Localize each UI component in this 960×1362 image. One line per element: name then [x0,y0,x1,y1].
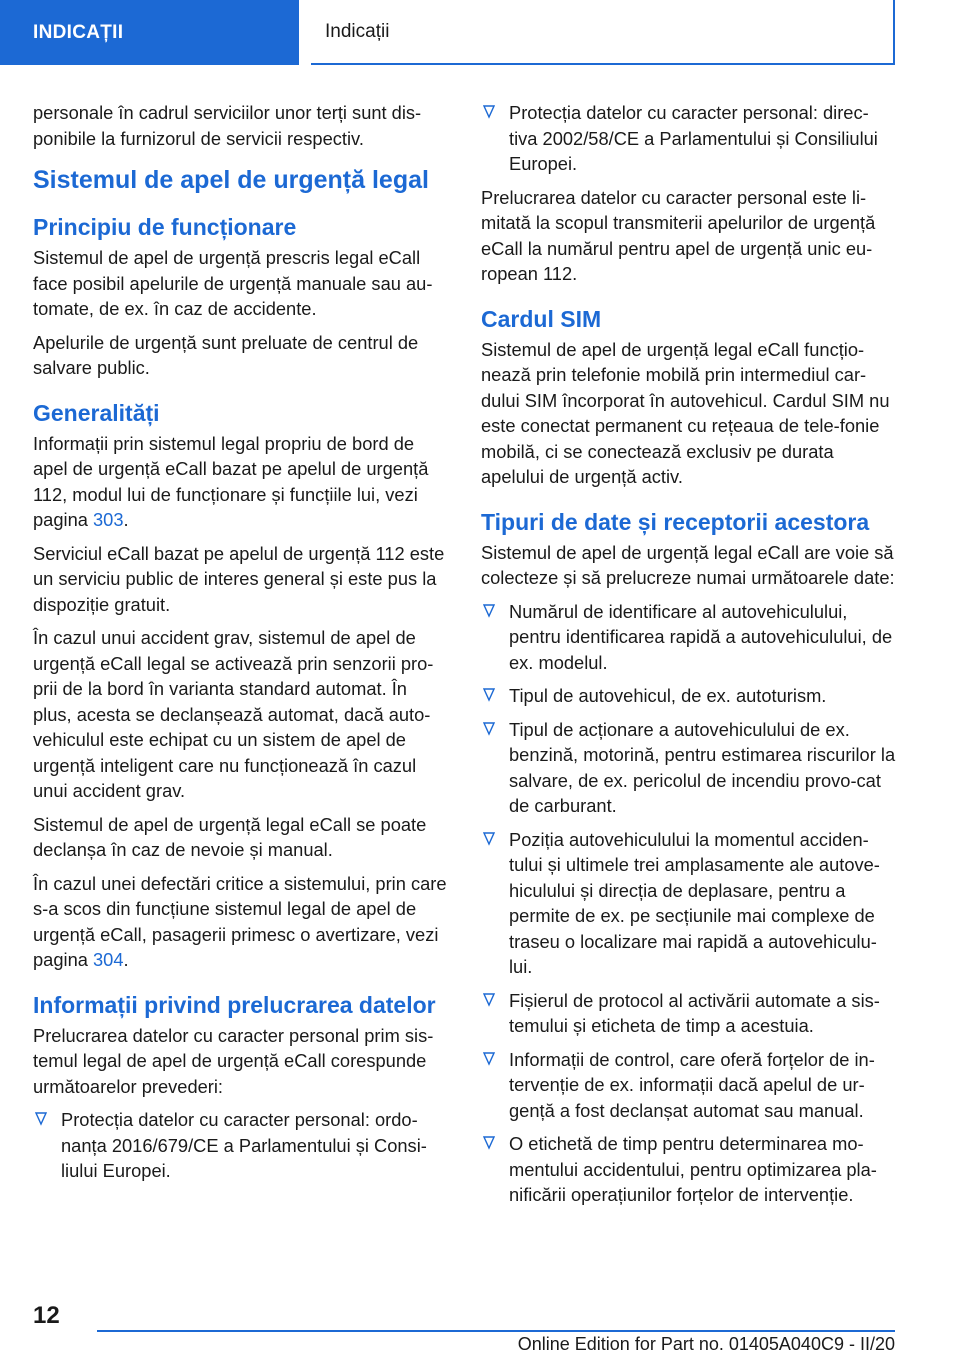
page-link-304[interactable]: 304 [92,949,124,970]
list-item [481,1131,896,1208]
list-item-text: Numărul de identificare al autovehiculului, pentru identificarea rapidă a autovehiculului, de ex. modelul. [509,600,893,673]
edition-note: Online Edition for Part no. 01405A040C9 - II/20 [517,1334,895,1354]
list-item-text: Fișierul de protocol al activării automate a sis-temului și eticheta de timp a acestuia. [509,989,880,1036]
list-item-text: Protecția datelor cu caracter personal: direc-tiva 2002/58/CE a Parlamentului și Consiliului Europei. [509,102,878,174]
triangle-bullet-icon [483,105,495,119]
left-column [33,100,449,1192]
paragraph: Prelucrarea datelor cu caracter personal este li-mitată la scopul transmiterii apelurilor de urgență eCall la numărul pentru apel de urgență unic eu-ropean 112. [481,186,876,284]
paragraph [33,431,449,533]
triangle-bullet-icon [483,1052,495,1066]
list-item [481,988,896,1039]
list-item-text: O etichetă de timp pentru determinarea mo-mentului accidentului, pentru optimizarea pla-nificării operațiunilor forțelor de intervenție. [509,1133,877,1205]
section-tab: INDICAȚII [0,0,299,65]
triangle-bullet-icon [483,832,495,846]
regulation-list [33,1107,449,1184]
paragraph-end: . [123,949,129,970]
paragraph: Prelucrarea datelor cu caracter personal prim sis-temul legal de apel de urgență eCall corespunde următoarelor prevederi: [33,1024,434,1097]
paragraph: În cazul unui accident grav, sistemul de apel de urgență eCall legal se activează prin senzorii pro-prii de la bord în varianta standard automat. În plus, acesta se declanșează automat, dacă auto-vehiculul este echipat cu un sistem de apel de urgență inteligent care nu funcționează în cazul unui accident grav. [33,627,434,801]
paragraph: Sistemul de apel de urgență prescris legal eCall face posibil apelurile de urgență manuale sau au-tomate, de ex. în caz de accidente. [33,247,433,319]
regulation-list-continued [481,100,896,177]
paragraph: Serviciul eCall bazat pe apelul de urgență 112 este un serviciu public de interes general și este pus la dispoziție gratuit. [33,542,445,615]
list-item [481,827,896,980]
triangle-bullet-icon [483,722,495,736]
subheading-data-processing: Informații privind prelucrarea datelor [33,991,436,1018]
right-column [481,100,896,1216]
subheading-sim-card: Cardul SIM [481,305,602,332]
list-item [481,717,896,819]
triangle-bullet-icon [483,604,495,618]
paragraph-text: Informații prin sistemul legal propriu de bord de apel de urgență eCall bazat pe apelul de urgență 112, modul lui de funcționare și funcțiile lui, vezi pagina [33,432,429,530]
paragraph: Sistemul de apel de urgență legal eCall funcțio-nează prin telefonie mobilă prin intermediul car-dului SIM încorporat în autovehicul. Cardul SIM nu este conectat permanent cu rețeaua de tele-fonie mobilă, ci se conectează exclusiv pe durata apelului de urgență activ. [481,338,890,487]
page-header-title: Indicații [311,0,895,65]
list-item [481,683,896,709]
paragraph [33,871,449,973]
paragraph: Sistemul de apel de urgență legal eCall are voie să colecteze și să prelucreze numai următoarele date: [481,541,895,588]
list-item-text: Tipul de acționare a autovehiculului de ex. benzină, motorină, pentru estimarea riscurilor la salvare, de ex. pericolul de incendiu provo-cat de carburant. [509,718,896,816]
section-heading-ecall: Sistemul de apel de urgență legal [33,166,429,194]
list-item [481,100,896,177]
paragraph: Sistemul de apel de urgență legal eCall se poate declanșa în caz de nevoie și manual. [33,813,427,860]
page-number: 12 [33,1302,60,1329]
subheading-principle: Principiu de funcționare [33,214,297,240]
triangle-bullet-icon [483,1136,495,1150]
paragraph-end: . [123,509,129,530]
list-item-text: Informații de control, care oferă forțelor de in-tervenție de ex. informații dacă apelul de ur-gență a fost declanșat automat sau manual. [509,1048,875,1121]
list-item-text: Protecția datelor cu caracter personal: ordo-nanța 2016/679/CE a Parlamentului și Consi-liului Europei. [61,1109,427,1181]
list-item [33,1107,449,1184]
triangle-bullet-icon [35,1112,47,1126]
list-item-text: Tipul de autovehicul, de ex. autoturism. [509,685,827,706]
paragraph: Apelurile de urgență sunt preluate de centrul de salvare public. [33,331,419,378]
triangle-bullet-icon [483,993,495,1007]
list-item-text: Poziția autovehiculului la momentul acciden-tului și ultimele trei amplasamente ale autove-hiculului și direcția de deplasare, pentru a permite de ex. pe secțiunile mai complexe de traseu o localizare mai rapidă a autovehiculu-lui. [509,828,880,977]
subheading-data-types: Tipuri de date și receptorii acestora [481,508,870,535]
data-types-list [481,599,896,1208]
page-link-303[interactable]: 303 [92,509,124,530]
paragraph-text: În cazul unei defectări critice a sistemului, prin care s-a scos din funcțiune sistemul legal de apel de urgență eCall, pasagerii primesc o avertizare, vezi pagina [33,872,447,970]
triangle-bullet-icon [483,688,495,702]
intro-paragraph: personale în cadrul serviciilor unor terți sunt dis-ponibile la furnizorul de servicii respectiv. [33,102,422,149]
footer-divider [97,1330,895,1332]
subheading-general: Generalități [33,399,160,426]
list-item [481,599,896,676]
list-item [481,1047,896,1124]
